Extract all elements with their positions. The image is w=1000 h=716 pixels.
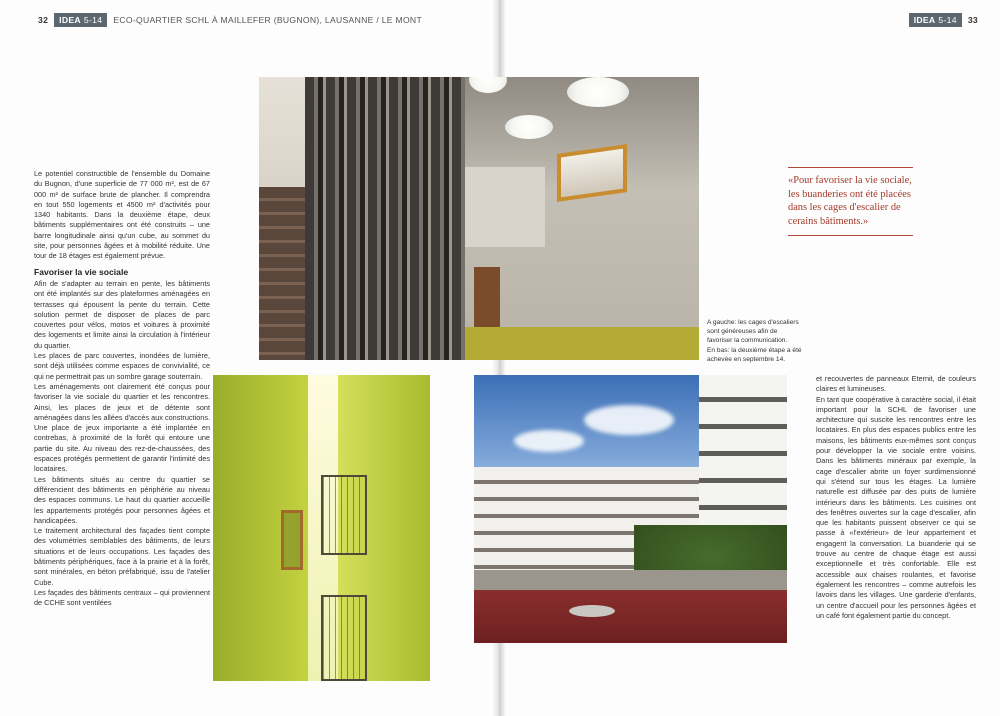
right-issue: 5-14 (938, 15, 957, 25)
body-paragraph-3: Les aménagements ont clairement été conçus pour favoriser la vie sociale du quartier et les rencontres. Ainsi, les places de jeux et de détente sont aménagées dans les allées d'accès aux constructions. Une place de jeux importante a été implantée en contrebas, à proximité de la forêt qui entoure une partie du site. Au niveau des rez-de-chaussées, des espaces protégés permettent de garantir l'intimité des locataires. (34, 381, 210, 474)
left-text-column (34, 169, 210, 608)
pull-quote: «Pour favoriser la vie sociale, les buanderies ont été placées dans les cages d'escalier de cerains bâtiments.» (788, 167, 913, 236)
photo-caption (707, 318, 803, 364)
left-page-header (38, 11, 422, 29)
body-paragraph-1: Afin de s'adapter au terrain en pente, les bâtiments ont été implantés sur des plateformes aménagées en terrasses qui épousent la pente du terrain. Cette solution permet de disposer de places de parc couvertes pour vélos, motos et voitures à proximité des logements et limite ainsi la circulation à l'intérieur du quartier. (34, 278, 210, 350)
apartment-building-right (699, 375, 787, 535)
courtyard-floor (474, 590, 787, 643)
body-paragraph-2: Les places de parc couvertes, inondées de lumière, sont déjà utilisées comme espaces de convivialité, ce qui ne permettrait pas un sombre garage souterrain. (34, 351, 210, 381)
body-paragraph-5: Le traitement architectural des façades tient compte des volumétries semblables des bâtiments, de leurs situations et de leurs occupations. Les façades des bâtiments périphériques, face à la prairie et à la forêt, sont minérales, en béton préfabriqué, issu de l'atelier Cube. (34, 526, 210, 587)
right-text-column (816, 374, 976, 621)
left-magazine-label (54, 13, 107, 27)
right-page-number: 33 (967, 15, 978, 25)
left-issue: 5-14 (83, 15, 103, 25)
left-page-number: 32 (38, 15, 49, 25)
vertical-bars (305, 77, 465, 360)
stairwell-photo (259, 77, 699, 360)
stairwell-window (557, 144, 627, 202)
green-stairwell-photo (213, 375, 430, 681)
running-head: ECO-QUARTIER SCHL À MAILLEFER (BUGNON), LAUSANNE / LE MONT (113, 15, 422, 25)
intro-paragraph: Le potentiel constructible de l'ensemble du Domaine du Bugnon, d'une superficie de 77 000 m², est de 67 000 m² de surface brute de plancher. Il comprendra en tout 550 logements et 4500 m² d'activités pour 1340 habitants. Dans la deuxième étape, deux bâtiments supplémentaires ont été construits – une barre longitudinale ainsi qu'un cube, au sommet du site, pour personnes âgées et à mobilité réduite. Une tour de 18 étages est également prévue. (34, 169, 210, 261)
stair-cage (321, 475, 367, 555)
caption-line-2: En bas: la deuxième étape a été achevée en septembre 14. (707, 346, 802, 363)
right-page-header (903, 11, 978, 29)
body-paragraph-4: Les bâtiments situés au centre du quartier se différencient des bâtiments en périphérie au niveau des espaces communs. Le haut du quartier accueille les appartements protégés pour personnes âgées et handicapées. (34, 474, 210, 525)
section-heading: Favoriser la vie sociale (34, 266, 129, 277)
right-paragraph-1: et recouvertes de panneaux Eternit, de couleurs claires et lumineuses. (816, 374, 976, 394)
body-paragraph-6: Les façades des bâtiments centraux – qui proviennent de CCHE sont ventilées (34, 587, 210, 608)
caption-line-1: A gauche: les cages d'escaliers sont généreuses afin de favoriser la communication. (707, 319, 799, 345)
right-magazine-label (909, 13, 962, 27)
left-magazine-name: IDEA (59, 15, 81, 25)
buildings-courtyard-photo (474, 375, 787, 643)
right-magazine-name: IDEA (913, 15, 936, 25)
right-paragraph-2: En tant que coopérative à caractère social, il était important pour la SCHL de favoriser une architecture qui suscite les rencontres entre les locataires. En plus des espaces publics entre les maisons, les bâtiments eux-mêmes sont conçus pour développer la vie sociale entre voisins. Dans les bâtiments minéraux par exemple, la cage d'escalier abrite un foyer surdimensionné qui s'étend sur tous les étages. La lumière naturelle est diffusée par des puits de lumière intérieurs dans les bâtiments. Les cuisines ont des fenêtres ouvertes sur la cage d'escalier, afin que les habitants puissent observer ce qui se passe à «l'extérieur» de leur appartement et engagent la conversation. La buanderie qui se trouve au centre de chaque étage est aussi exceptionnelle et très confortable. Elle est accessible aux chaises roulantes, et favorise également les rencontres – comme autrefois les lavoirs dans les villages. Une garderie d'enfants, un centre d'accueil pour les personnes âgées et un café font également partie du concept. (816, 394, 976, 620)
